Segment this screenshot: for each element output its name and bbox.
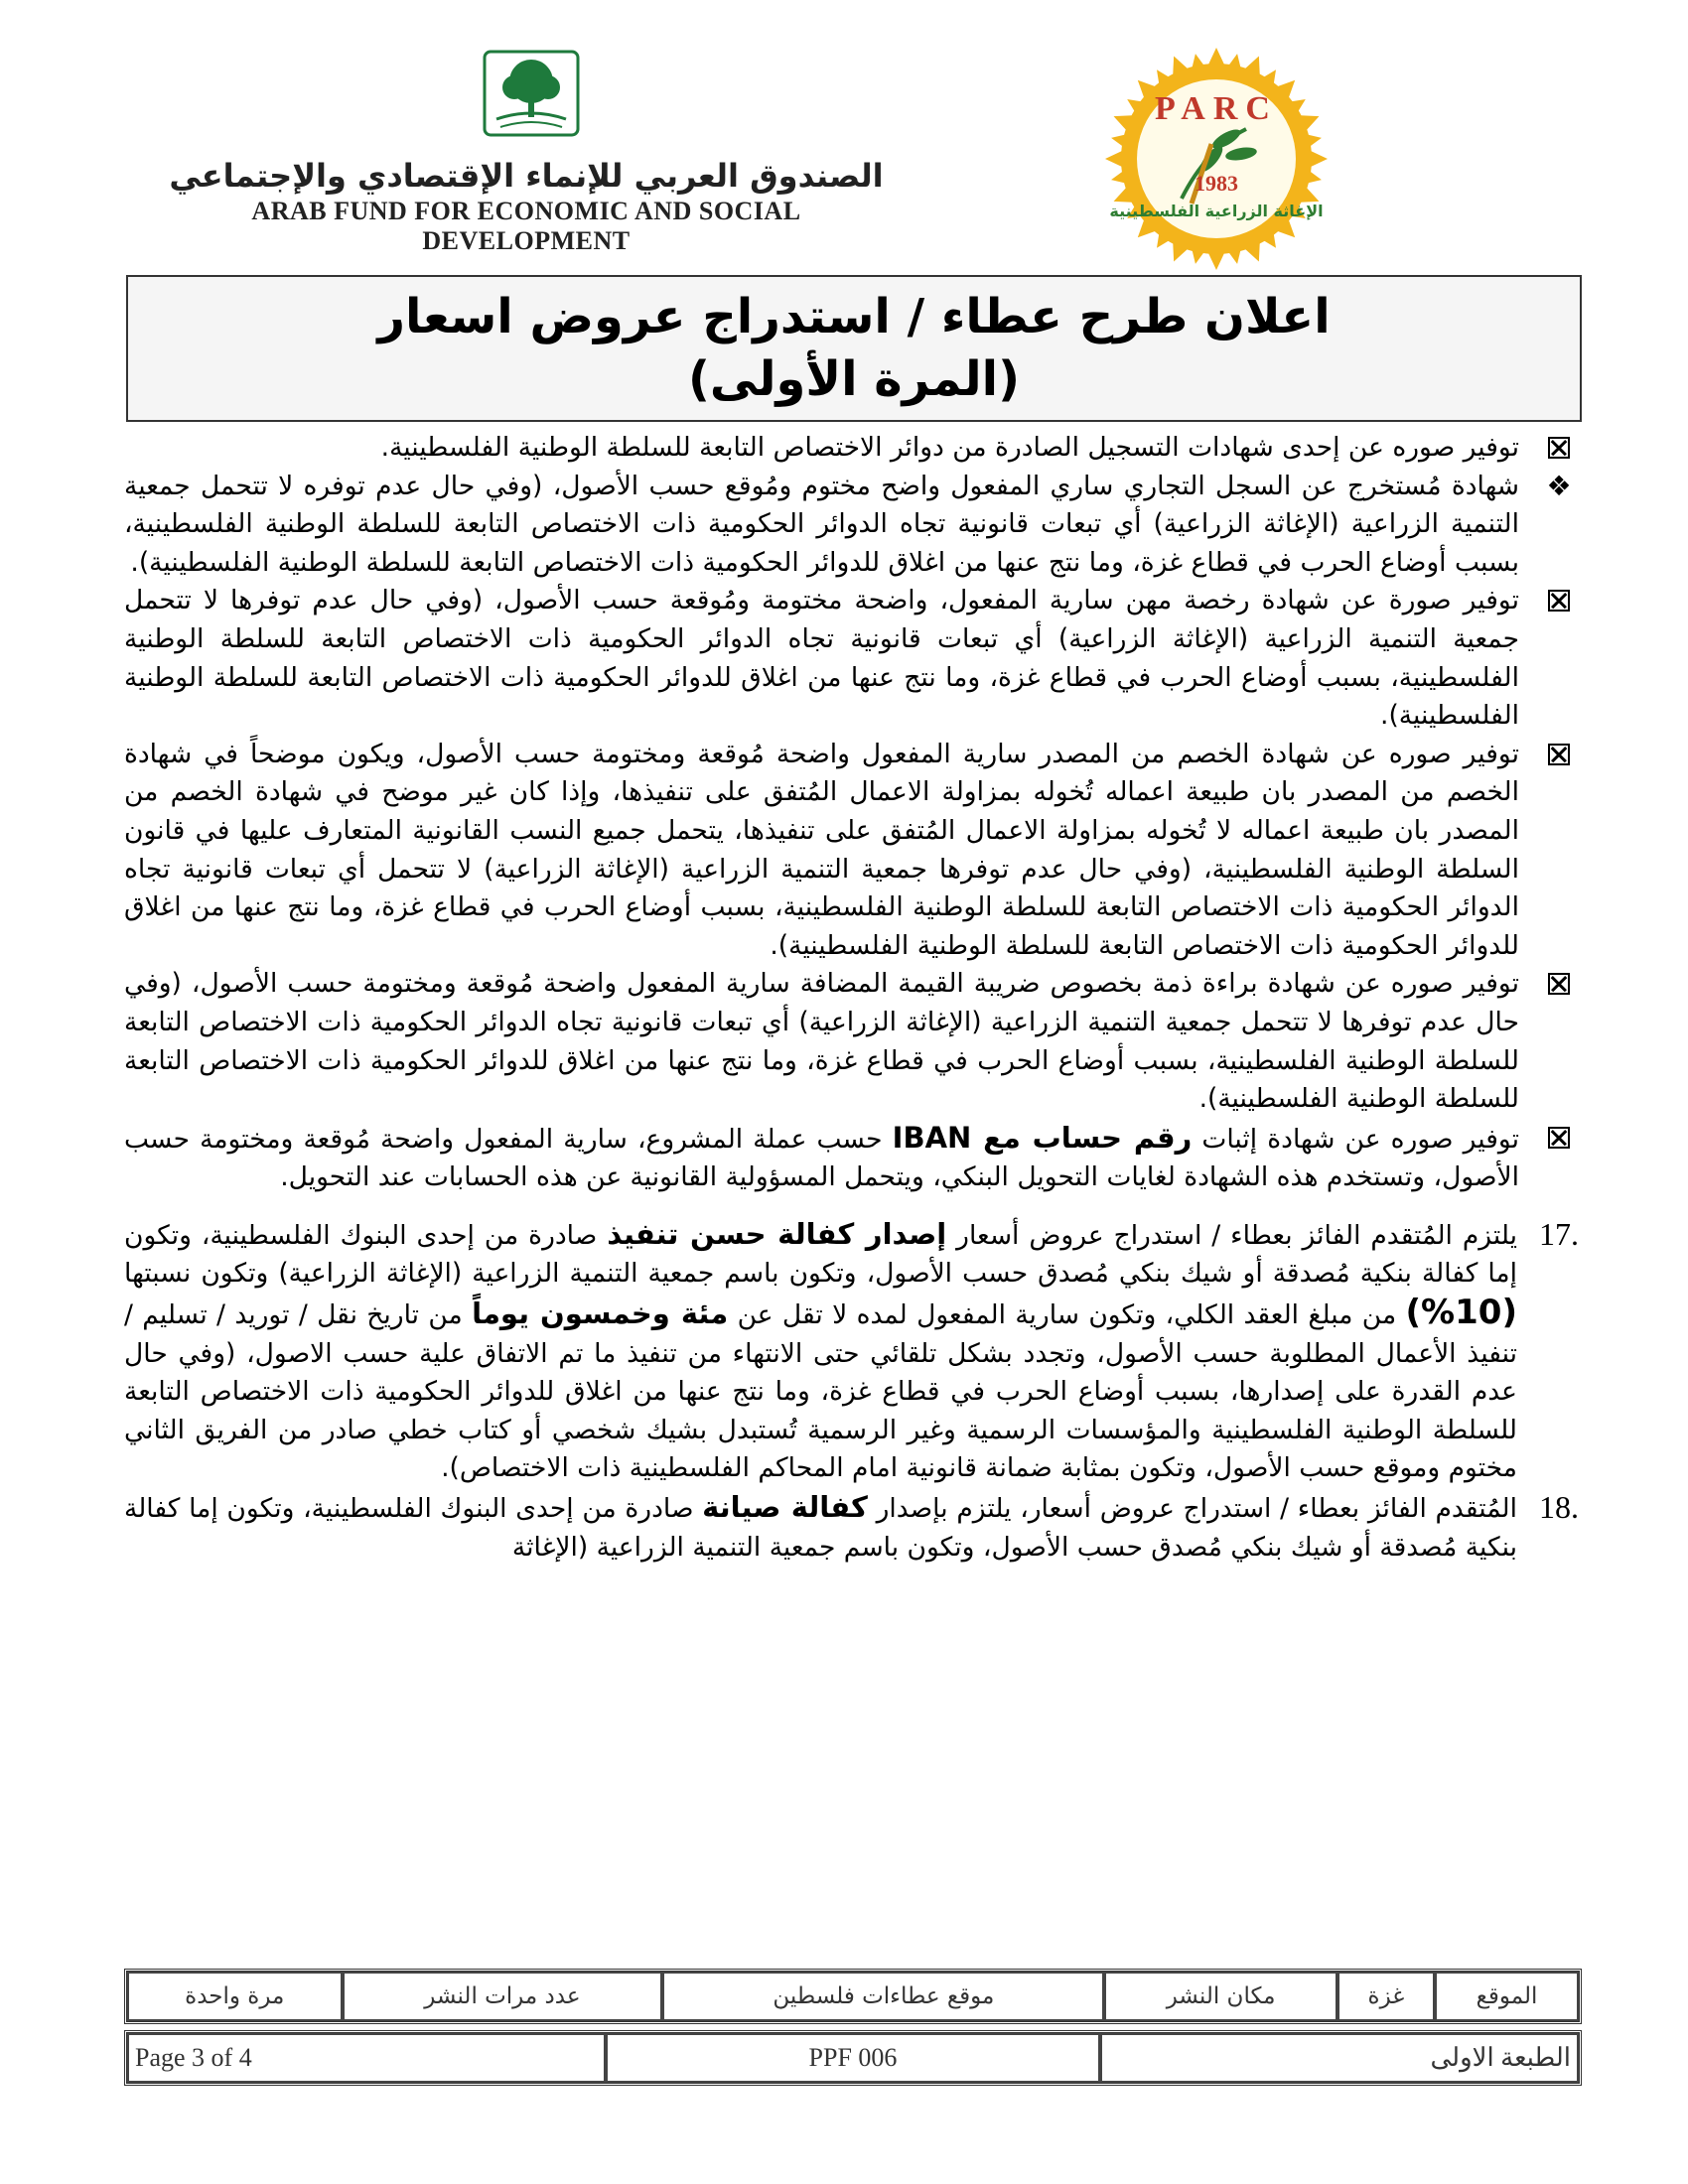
clause-text: من مبلغ العقد الكلي، وتكون سارية المفعول لمده لا تقل عن <box>728 1299 1406 1331</box>
announcement-title-box <box>126 275 1582 422</box>
document-footer <box>124 1969 1582 2086</box>
clause-number: 17. <box>1539 1215 1579 1252</box>
clause-text: المُتقدم الفائز بعطاء / استدراج عروض أسعار، يلتزم بإصدار <box>867 1493 1517 1525</box>
clause-17 <box>124 1215 1579 1488</box>
svg-text:1983: 1983 <box>1195 171 1238 196</box>
requirement-text-post: حسب عملة المشروع، سارية المفعول واضحة مُوقعة ومختومة حسب الأصول، وتستخدم هذه الشهادة لغايات التحويل البنكي، ويتحمل المسؤولية القانونية عن هذه الحسابات عند التحويل. <box>124 1123 1519 1193</box>
requirement-item <box>124 582 1579 735</box>
arab-fund-logo <box>129 48 894 255</box>
form-code: PPF 006 <box>606 2033 1099 2083</box>
diamond-bullet-icon: ❖ <box>1546 469 1572 502</box>
footer-label-site: الموقع <box>1435 1972 1579 2021</box>
clause-bold-text: إصدار كفالة حسن تنفيذ <box>607 1216 947 1251</box>
arab-fund-emblem-icon <box>457 48 606 157</box>
requirement-item <box>124 468 1579 583</box>
clause-text: من تاريخ نقل / توريد / تسليم / تنفيذ الأعمال المطلوبة حسب الأصول، وتجدد بشكل تلقائي حتى الانتهاء من تنفيذ ما تم الاتفاق علية حسب الاصول، (وفي حال عدم القدرة على إصدارها، بسبب أوضاع الحرب في قطاع غزة، وما نتج عنها من اغلاق للدوائر الحكومية ذات الاختصاص التابعة للسلطة الوطنية الفلسطينية والمؤسسات الرسمية وغير الرسمية تُستبدل بشيك شخصي أو كتاب خطي صادر من الفريق الثاني مختوم وموقع حسب الأصول، وتكون بمثابة ضمانة قانونية امام المحاكم الفلسطينية ذات الاختصاص). <box>124 1299 1517 1484</box>
svg-text:الإغاثة الزراعية الفلسطينية: الإغاثة الزراعية الفلسطينية <box>1109 202 1324 220</box>
clause-bold-text: مئة وخمسون يوماً <box>472 1297 729 1331</box>
checkbox-x-icon <box>1548 1127 1570 1149</box>
page-info-table <box>124 2030 1582 2086</box>
requirement-item <box>124 1119 1579 1197</box>
requirement-text: توفير صوره عن شهادة براءة ذمة بخصوص ضريبة القيمة المضافة سارية المفعول واضحة مُوقعة ومختومة حسب الأصول، (وفي حال عدم توفرها لا تتحمل جمعية التنمية الزراعية (الإغاثة الزراعية) أي تبعات قانونية تجاه الدوائر الحكومية ذات الاختصاص التابعة للسلطة الوطنية الفلسطينية، بسبب أوضاع الحرب في قطاع غزة، وما نتج عنها من اغلاق للدوائر الحكومية ذات الاختصاص التابعة للسلطة الوطنية الفلسطينية). <box>124 968 1519 1115</box>
checkbox-x-icon <box>1548 437 1570 459</box>
footer-value-count: مرة واحدة <box>127 1972 343 2021</box>
requirement-text-pre: توفير صوره عن شهادة إثبات <box>1192 1123 1519 1155</box>
footer-label-count: عدد مرات النشر <box>343 1972 663 2021</box>
clause-bold-text: كفالة صيانة <box>702 1490 868 1525</box>
page-number: Page 3 of 4 <box>127 2033 606 2083</box>
requirement-item <box>124 429 1579 468</box>
requirement-item <box>124 965 1579 1118</box>
edition-label: الطبعة الاولى <box>1100 2033 1579 2083</box>
arab-fund-arabic-name: الصندوق العربي للإنماء الإقتصادي والإجتماعي <box>169 157 884 195</box>
announcement-title: اعلان طرح عطاء / استدراج عروض اسعار <box>377 289 1331 344</box>
parc-sun-icon <box>1023 45 1410 273</box>
requirement-text: توفير صورة عن شهادة رخصة مهن سارية المفعول، واضحة مختومة ومُوقعة حسب الأصول، (وفي حال عدم توفرها لا تتحمل جمعية التنمية الزراعية (الإغاثة الزراعية) أي تبعات قانونية تجاه الدوائر الحكومية ذات الاختصاص التابعة للسلطة الوطنية الفلسطينية، بسبب أوضاع الحرب في قطاع غزة، وما نتج عنها من اغلاق للدوائر الحكومية ذات الاختصاص التابعة للسلطة الوطنية الفلسطينية). <box>124 585 1519 732</box>
requirement-text-bold: رقم حساب مع IBAN <box>892 1120 1193 1155</box>
parc-logo <box>1023 45 1410 273</box>
requirement-text: توفير صوره عن إحدى شهادات التسجيل الصادرة من دوائر الاختصاص التابعة للسلطة الوطنية الفلسطينية. <box>380 432 1519 463</box>
clause-18 <box>124 1488 1579 1567</box>
announcement-subtitle: (المرة الأولى) <box>687 351 1021 407</box>
clause-text: صادرة من إحدى البنوك الفلسطينية، وتكون إما كفالة بنكية مُصدقة أو شيك بنكي مُصدق حسب الأصول، وتكون باسم جمعية التنمية الزراعية (الإغاثة <box>124 1493 1517 1563</box>
clause-text: صادرة من إحدى البنوك الفلسطينية، وتكون إما كفالة بنكية مُصدقة أو شيك بنكي مُصدق حسب الأصول، وتكون باسم جمعية التنمية الزراعية (الإغاثة الزراعية) وتكون نسبتها <box>124 1219 1517 1290</box>
checkbox-x-icon <box>1548 590 1570 612</box>
footer-value-site: غزة <box>1337 1972 1435 2021</box>
requirement-item <box>124 736 1579 966</box>
checkbox-x-icon <box>1548 973 1570 995</box>
clause-number: 18. <box>1539 1489 1579 1526</box>
checkbox-x-icon <box>1548 744 1570 765</box>
requirement-text: شهادة مُستخرج عن السجل التجاري ساري المفعول واضح مختوم ومُوقع حسب الأصول، (وفي حال عدم توفره لا تتحمل جمعية التنمية الزراعية (الإغاثة الزراعية) أي تبعات قانونية تجاه الدوائر الحكومية ذات الاختصاص التابعة للسلطة الوطنية الفلسطينية، بسبب أوضاع الحرب في قطاع غزة، وما نتج عنها من اغلاق للدوائر الحكومية ذات الاختصاص التابعة للسلطة الوطنية الفلسطينية). <box>124 470 1519 578</box>
clause-bold-text: (10%) <box>1405 1293 1517 1333</box>
publication-info-table <box>124 1969 1582 2024</box>
footer-value-place: موقع عطاءات فلسطين <box>662 1972 1104 2021</box>
requirement-text: توفير صوره عن شهادة الخصم من المصدر سارية المفعول واضحة مُوقعة ومختومة حسب الأصول، ويكون موضحاً في شهادة الخصم من المصدر بان طبيعة اعماله تُخوله بمزاولة الاعمال المُتفق على تنفيذها، وإذا كان غير موضح في شهادة الخصم من المصدر بان طبيعة اعماله لا تُخوله بمزاولة الاعمال المُتفق على تنفيذها، يتحمل جميع النسب القانونية المتعارف عليها في قانون السلطة الوطنية الفلسطينية، (وفي حال عدم توفرها جمعية التنمية الزراعية (الإغاثة الزراعية) لا تتحمل أي تبعات قانونية تجاه الدوائر الحكومية ذات الاختصاص التابعة للسلطة الوطنية الفلسطينية، بسبب أوضاع الحرب في قطاع غزة، وما نتج عنها من اغلاق للدوائر الحكومية ذات الاختصاص التابعة للسلطة الوطنية الفلسطينية). <box>124 738 1519 961</box>
document-body <box>124 429 1579 1567</box>
clause-text: يلتزم المُتقدم الفائز بعطاء / استدراج عروض أسعار <box>946 1219 1518 1251</box>
footer-label-place: مكان النشر <box>1104 1972 1336 2021</box>
arab-fund-english-name: ARAB FUND FOR ECONOMIC AND SOCIAL DEVELOPMENT <box>251 197 801 255</box>
svg-text:PARC: PARC <box>1155 90 1278 127</box>
